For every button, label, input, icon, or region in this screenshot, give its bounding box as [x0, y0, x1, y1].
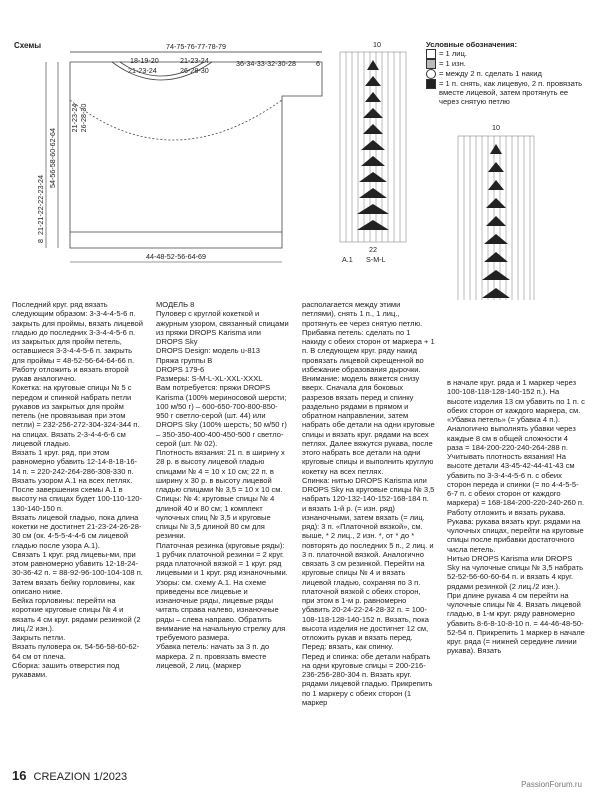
legend-item: = 1 изн. [426, 59, 586, 69]
yoke-label-2: 26-28-30 [79, 103, 88, 133]
body-width-label: 44-48-52-56-64-69 [146, 252, 206, 261]
yoke-label-1: 21-23-24 [70, 103, 79, 133]
chart1-name: A.1 [342, 255, 353, 264]
text-column-2: МОДЕЛЬ 8 Пуловер с круглой кокеткой и ажурным узором, связанный спицами из пряжи DROPS Karisma или DROPS Sky DROPS Design: модель u-813 Пряжа группы B DROPS 179-6 Размеры: S-M-L-XL-XXL-XXXL Вам потребуется: пряжи DROPS Karisma (100% мериносовой шерсти; 100 м/50 г) – 600-650-700-800-850-950 г светло-серой (шт. 44) или DROPS Sky (100% шерсть; 50 м/50 г) – 350-350-400-400-450-500 г светло-серой (шт. № 02). Плотность вязания: 21 п. в ширину х 28 р. в высоту лицевой гладью спицами № 4 = 10 х 10 см; 22 п. в ширину х 30 р. в высоту лицевой гладью спицами № 3,5 = 10 х 10 см. Спицы: № 4: круговые спицы № 4 длиной 40 и 80 см; 1 комплект чулочных спиц № 3,5 и круговые спицы № 3,5 длиной 80 см для резинки. Платочная резинка (круговые ряды): 1 рубчик платочной резинки = 2 круг. ряда платочной вязкой = 1 круг. ряд лицевыми и 1 круг. ряд изнаночными. Узоры: см. схему А.1. На схеме приведены все лицевые и изнаночные ряды, лицевые ряды читать справа налево, изнаночные ряды – слева направо. Обратить внимание на начальную стрелку для требуемого размера. Убавка петель: начать за 3 п. до маркера. 2 п. провязать вместе лицевой, 2 лиц. (маркер [156, 300, 289, 670]
text-column-4: в начале круг. ряда и 1 маркер через 100-108-118-128-140-152 п.). На высоте изделия 13 см убавить по 1 п. с обеих сторон от каждого маркера, см. «Убавка петель» (= убавка 4 п.). Аналогично выполнять убавки через каждые 8 см в общей сложности 4 раза = 184-200-220-240-264-288 п. Учитывать плотность вязания! На высоте детали 43-45-42-44-41-43 см убавить по 3-3-4-4-5-6 п. с обеих сторон переда и спинки (= по 4-4-5-5-6-7 п. с обеих сторон от каждого маркера) = 168-184-200-220-240-260 п. Работу отложить и вязать рукава. Рукава: рукава вязать круг. рядами на чулочных спицах, перейти на круговые спицы после прибавки достаточного числа петель. Нитью DROPS Karisma или DROPS Sky на чулочные спицы № 3,5 набрать 52-52-56-60-60-64 п. и вязать 4 круг. рядами резинкой (2 лиц./2 изн.). При длине рукава 4 см перейти на чулочные спицы № 4. Вязать лицевой гладью, в 1-м круг. ряду равномерно убавить 8-6-8-10-8-10 п. = 44-46-48-50-52-54 п. Прикрепить 1 маркер в начале круг. ряда (= нижней середине линии рукава). Вязать [447, 378, 585, 656]
page-number: 16 [12, 768, 27, 783]
decrease-symbol-icon [426, 79, 436, 89]
watermark: PassionForum.ru [521, 780, 582, 789]
legend-item: = 1 п. снять, как лицевую, 2 п. провязать вместе лицевой, затем протянуть ее через снятую петлю [426, 79, 586, 106]
body-length-label: 54-56-58-60-62-64 [48, 128, 57, 188]
legend [426, 40, 586, 106]
knit-symbol-icon [426, 49, 436, 59]
text-column-1: Последний круг. ряд вязать следующим образом: 3-3-4-4-5-6 п. закрыть для проймы, вязать лицевой гладью до последних 3-3-4-4-5-6 п. из закрытых для пройм петель, оставшиеся 3-3-4-4-5-6 п. закрыть для проймы = 48-52-56-64-64-66 п. Работу отложить и вязать второй рукав аналогично. Кокетка: на круговые спицы № 5 с передом и спинкой набрать петли рукавов из закрытых для пройм петель (не провязывая при этом петли) = 232-256-272-304-324-344 п. на спицах. Вязать 2-3-4-4-6-6 см лицевой гладью. Вязать 1 круг. ряд, при этом равномерно убавить 12-14-8-18-16-14 п. = 220-242-264-286-308-330 п. Вязать узором А.1 на всех петлях. После завершения схемы А.1 в высоту на спицах будет 100-110-120-130-140-150 п. Вязать лицевой гладью, пока длина кокетки не достигнет 21-23-24-26-28-30 см (ок. 4-5-5-4-4-6 см лицевой гладью после узора А.1). Связать 1 круг. ряд лицевы-ми, при этом равномерно убавить 12-18-24-30-36-42 п. = 88-92-96-100-104-108 п. Затем вязать бейку горловины, как описано ниже. Бейка горловины: перейти на короткие круговые спицы № 4 и вязать 4 см круг. рядами резинкой (2 лиц./2 изн.). Закрыть петли. Вязать пуловера ок. 54-56-58-60-62-64 см от плеча. Сборка: зашить отверстия под рукавами. [12, 300, 143, 679]
chart1-bottom-number: 22 [369, 245, 377, 254]
neck-left-2: 21-23-24 [128, 66, 157, 75]
neck-right-2: 26-28-30 [180, 66, 209, 75]
legend-item: = между 2 п. сделать 1 накид [426, 69, 586, 79]
purl-symbol-icon [426, 59, 436, 69]
rib-label: 8 [36, 239, 45, 243]
body-length2-label: 21-21-22-22-23-24 [36, 175, 45, 235]
yarn-over-symbol-icon [426, 69, 436, 79]
neck-left-1: 18-19-20 [130, 56, 159, 65]
chart1-pattern [357, 60, 389, 230]
schema-title: Схемы [14, 41, 42, 50]
neck-right-1: 21-23-24 [180, 56, 209, 65]
chart1-sizes: S-M-L [366, 255, 386, 264]
side-small-label: 6 [316, 59, 320, 68]
page-footer [12, 768, 127, 783]
text-column-3: располагается между этими петлями), снять 1 п., 1 лиц., протянуть ее через снятую петлю. Прибавка петель: сделать по 1 накиду с обеих сторон от маркера + 1 п. В следующем круг. ряду накид провязать лицевой скрещенной во избежание образования дырочки. Внимание: модель вяжется снизу вверх. Сначала для боковых разрезов вязать перед и спинку раздельно рядами в прямом и обратном направлении, затем набрать обе детали на одни круговые спицы и вязать круг. рядами на всех петлях. Далее вяжутся рукава, после этого набрать все детали на одни круговые спицы и выполнить круглую кокетку на всех петлях. Спинка: нитью DROPS Karisma или DROPS Sky на круговые спицы № 3,5 набрать 120-132-140-152-168-184 п. и вязать 1-й р. (= изн. ряд) изнаночными, затем вязать (= лиц. ряд): 3 п. «Платочной вязкой», см. выше, * 2 лиц., 2 изн. *, от * до * повторять до последних 5 п., 2 лиц. и 3 п. платочной вязкой. Аналогично связать 3 см резинкой. Перейти на круговые спицы № 4 и вязать лицевой гладью, сохраняя по 3 п. платочной вязкой с обеих сторон, при этом в 1-м р. равномерно убавить 20-24-22-24-28-32 п. = 100-108-118-128-140-152 п. Вязать, пока высота изделия не достигнет 12 см, отложить рукав и вязать перед. Перед: вязать, как спинку. Перед и спинка: обе детали набрать на одни круговые спицы = 200-216-236-256-280-304 п. Вязать круг. рядами лицевой гладью. Прикрепить по 1 маркеру с обеих сторон (1 маркер [302, 300, 435, 707]
magazine-name: CREAZION 1/2023 [33, 771, 128, 783]
shoulder-label: 36-34-33-32-30-28 [236, 59, 296, 68]
chart2-top-number: 10 [492, 123, 500, 132]
legend-item: = 1 лиц. [426, 49, 586, 59]
legend-title: Условные обозначения: [426, 40, 518, 49]
chart1-top-number: 10 [373, 40, 381, 49]
chart2-pattern [478, 144, 514, 300]
width-top-label: 74-75-76-77-78-79 [166, 42, 226, 51]
